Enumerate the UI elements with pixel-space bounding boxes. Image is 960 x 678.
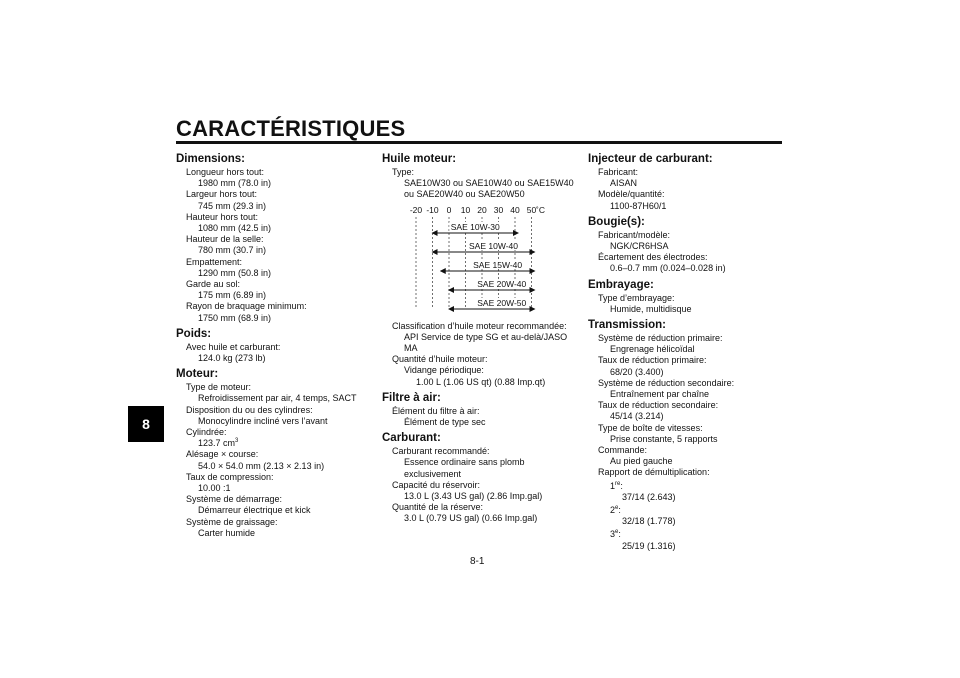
spec-value — [176, 416, 372, 427]
spec-value-text: 123.7 cm — [198, 438, 236, 449]
oil-viscosity-chart — [382, 203, 562, 317]
spec-sublabel: Vidange périodique: — [404, 365, 484, 376]
list-bougie — [588, 230, 784, 275]
title-rule — [176, 141, 782, 144]
spec-label: Modèle/quantité: — [598, 189, 665, 200]
temperature-tick-label: -10 — [426, 204, 439, 215]
spec-value: API Service de type SG et au-delà/JASO MA — [404, 331, 568, 354]
spec-value-superscript: 3 — [235, 438, 239, 445]
spec-value-text: 0.6–0.7 mm (0.024–0.028 in) — [610, 263, 726, 274]
column-3 — [588, 152, 784, 554]
gear-colon: : — [618, 505, 621, 516]
section-heading-dimensions: Dimensions: — [176, 153, 246, 165]
spec-value — [176, 353, 372, 364]
spec-value-text: 1980 mm (78.0 in) — [198, 178, 272, 189]
spec-value — [176, 393, 372, 404]
spec-value — [176, 461, 372, 472]
spec-value-text: 3.0 L (0.79 US gal) (0.66 Imp.gal) — [404, 513, 538, 524]
spec-value-text: 124.0 kg (273 lb) — [198, 353, 266, 364]
chapter-tab: 8 — [128, 406, 164, 442]
section-heading-filtre: Filtre à air: — [382, 391, 441, 404]
list-poids — [176, 342, 372, 364]
spec-value — [176, 290, 372, 301]
spec-value-text: 54.0 × 54.0 mm (2.13 × 2.13 in) — [198, 460, 325, 471]
temperature-tick-label: 10 — [460, 204, 471, 215]
spec-label: Type: — [392, 167, 415, 177]
spec-value — [176, 438, 372, 449]
spec-label: Écartement des électrodes: — [598, 252, 708, 263]
spec-value — [176, 505, 372, 516]
spec-label: Fabricant/modèle: — [598, 229, 671, 240]
spec-value-text: Prise constante, 5 rapports — [610, 433, 718, 444]
spec-value-text: 13.0 L (3.43 US gal) (2.86 Imp.gal) — [404, 491, 543, 502]
spec-value-text: Refroidissement par air, 4 temps, SACT — [198, 393, 357, 404]
list-transmission — [588, 333, 784, 467]
column-2 — [382, 152, 582, 525]
spec-label: Type de boîte de vitesses: — [598, 422, 703, 433]
spec-value — [176, 483, 372, 494]
spec-value — [176, 245, 372, 256]
spec-value — [176, 201, 372, 212]
section-heading-bougie: Bougie(s): — [588, 215, 645, 228]
spec-value: 1.00 L (1.06 US qt) (0.88 Imp.qt) — [416, 376, 546, 387]
spec-label: Longueur hors tout: — [186, 167, 265, 177]
gear-number: 3 — [610, 529, 616, 540]
spec-value — [588, 456, 784, 467]
oil-grade-label: SAE 20W-40 — [477, 278, 527, 289]
spec-value-text: 175 mm (6.89 in) — [198, 290, 267, 301]
spec-value — [176, 178, 372, 189]
gear-number: 1 — [610, 480, 616, 491]
gear-label — [588, 529, 784, 540]
spec-value-text: 1080 mm (42.5 in) — [198, 223, 272, 234]
temperature-tick-label: 20 — [477, 204, 487, 215]
section-heading-injecteur: Injecteur de carburant: — [588, 153, 713, 165]
spec-value — [588, 367, 784, 378]
spec-value-text: 745 mm (29.3 in) — [198, 200, 267, 211]
spec-value-text: Engrenage hélicoïdal — [610, 344, 695, 355]
list-dimensions — [176, 167, 372, 324]
spec-label: Taux de réduction secondaire: — [598, 400, 719, 411]
list-carburant — [382, 446, 582, 524]
spec-label: Classification d’huile moteur recommandée: — [392, 320, 567, 331]
gear-number: 2 — [610, 505, 616, 516]
spec-label: Taux de réduction primaire: — [598, 355, 707, 366]
spec-label: Rapport de démultiplication: — [598, 467, 710, 478]
section-heading-huile: Huile moteur: — [382, 153, 457, 165]
column-1 — [176, 152, 372, 539]
page-title: CARACTÉRISTIQUES — [176, 116, 406, 141]
spec-value — [382, 513, 582, 524]
oil-grade-label: SAE 10W-40 — [469, 240, 518, 251]
spec-value-text: Démarreur électrique et kick — [198, 505, 311, 516]
spec-value-text: AISAN — [610, 178, 638, 189]
spec-value-text: Essence ordinaire sans plomb exclusivement — [404, 457, 525, 479]
gear-ratio-value: 25/19 (1.316) — [622, 540, 676, 551]
spec-label: Taux de compression: — [186, 471, 274, 482]
spec-label: Empattement: — [186, 256, 243, 267]
gear-label — [588, 505, 784, 516]
spec-label: Type d’embrayage: — [598, 292, 675, 303]
list-injecteur — [588, 167, 784, 212]
spec-value — [588, 263, 784, 274]
section-heading-transmission: Transmission: — [588, 319, 666, 332]
temperature-unit-label: ˚C — [536, 204, 545, 215]
spec-label: Hauteur hors tout: — [186, 211, 259, 222]
spec-value — [588, 178, 784, 189]
spec-value-text: 10.00 :1 — [198, 483, 231, 494]
gear-colon: : — [620, 480, 623, 491]
temperature-tick-label: 50 — [526, 204, 537, 215]
spec-value-text: NGK/CR6HSA — [610, 241, 669, 252]
spec-value — [176, 223, 372, 234]
spec-label: Élément du filtre à air: — [392, 405, 480, 416]
spec-label: Système de démarrage: — [186, 494, 283, 505]
spec-value-text: 1750 mm (68.9 in) — [198, 312, 272, 323]
spec-value-text: 45/14 (3.214) — [610, 411, 664, 422]
list-embrayage — [588, 293, 784, 315]
gear-ordinal: e — [615, 505, 619, 512]
spec-label: Fabricant: — [598, 167, 639, 177]
spec-value — [588, 304, 784, 315]
spec-value — [588, 241, 784, 252]
spec-label: Alésage × course: — [186, 449, 259, 460]
spec-label: Capacité du réservoir: — [392, 479, 481, 490]
spec-label: Quantité d’huile moteur: — [392, 354, 488, 365]
spec-label: Commande: — [598, 445, 648, 456]
section-heading-moteur: Moteur: — [176, 368, 219, 381]
spec-label: Système de réduction secondaire: — [598, 377, 735, 388]
section-heading-carburant: Carburant: — [382, 432, 441, 445]
spec-value-text: Humide, multidisque — [610, 303, 692, 314]
spec-label: Carburant recommandé: — [392, 446, 490, 457]
spec-value-text: 780 mm (30.7 in) — [198, 245, 267, 256]
spec-value-text: 1100-87H60/1 — [610, 200, 667, 211]
spec-value — [588, 411, 784, 422]
gear-ordinal: e — [615, 529, 619, 536]
spec-value — [176, 528, 372, 539]
oil-grade-label: SAE 15W-40 — [473, 259, 523, 270]
gear-colon: : — [618, 529, 621, 540]
list-moteur — [176, 382, 372, 539]
page-number: 8-1 — [470, 556, 485, 567]
temperature-tick-label: 0 — [446, 204, 452, 215]
temperature-tick-label: 40 — [510, 204, 520, 215]
section-heading-embrayage: Embrayage: — [588, 278, 654, 291]
spec-value — [176, 268, 372, 279]
spec-label: Système de réduction primaire: — [598, 333, 723, 344]
spec-label: Avec huile et carburant: — [186, 341, 281, 352]
spec-value-text: Au pied gauche — [610, 456, 673, 467]
gear-ratio-value: 37/14 (2.643) — [622, 491, 676, 502]
oil-viscosity-svg — [382, 203, 562, 317]
temperature-tick-label: -20 — [409, 204, 423, 215]
gear-ratio-list — [588, 481, 784, 552]
gear-label — [588, 481, 784, 492]
spec-label: Garde au sol: — [186, 279, 241, 290]
spec-value — [588, 434, 784, 445]
spec-value — [588, 389, 784, 400]
spec-value — [588, 201, 784, 212]
spec-value — [382, 491, 582, 502]
spec-label: Rayon de braquage minimum: — [186, 301, 307, 312]
spec-label: Hauteur de la selle: — [186, 234, 264, 245]
oil-grade-label: SAE 20W-50 — [477, 297, 527, 308]
oil-grade-label: SAE 10W-30 — [450, 221, 500, 232]
spec-value-text: Monocylindre incliné vers l’avant — [198, 415, 328, 426]
spec-label: Cylindrée: — [186, 427, 227, 438]
temperature-tick-label: 30 — [493, 204, 504, 215]
spec-value: SAE10W30 ou SAE10W40 ou SAE15W40 ou SAE20W40 ou SAE20W50 — [404, 178, 574, 200]
spec-value — [176, 313, 372, 324]
gear-ratio-value: 32/18 (1.778) — [622, 516, 676, 527]
spec-value-text: 1290 mm (50.8 in) — [198, 267, 272, 278]
spec-value — [588, 344, 784, 355]
spec-label: Disposition du ou des cylindres: — [186, 404, 313, 415]
spec-value-text: Entraînement par chaîne — [610, 389, 710, 400]
spec-value-text: 68/20 (3.400) — [610, 366, 664, 377]
gear-ordinal: re — [615, 480, 621, 487]
spec-value: Élément de type sec — [404, 417, 486, 428]
section-heading-poids: Poids: — [176, 327, 212, 340]
spec-label: Système de graissage: — [186, 516, 278, 527]
spec-label: Type de moteur: — [186, 382, 252, 393]
spec-label: Quantité de la réserve: — [392, 502, 484, 513]
spec-value-text: Carter humide — [198, 527, 256, 538]
spec-label: Largeur hors tout: — [186, 189, 258, 200]
spec-value — [382, 457, 582, 479]
